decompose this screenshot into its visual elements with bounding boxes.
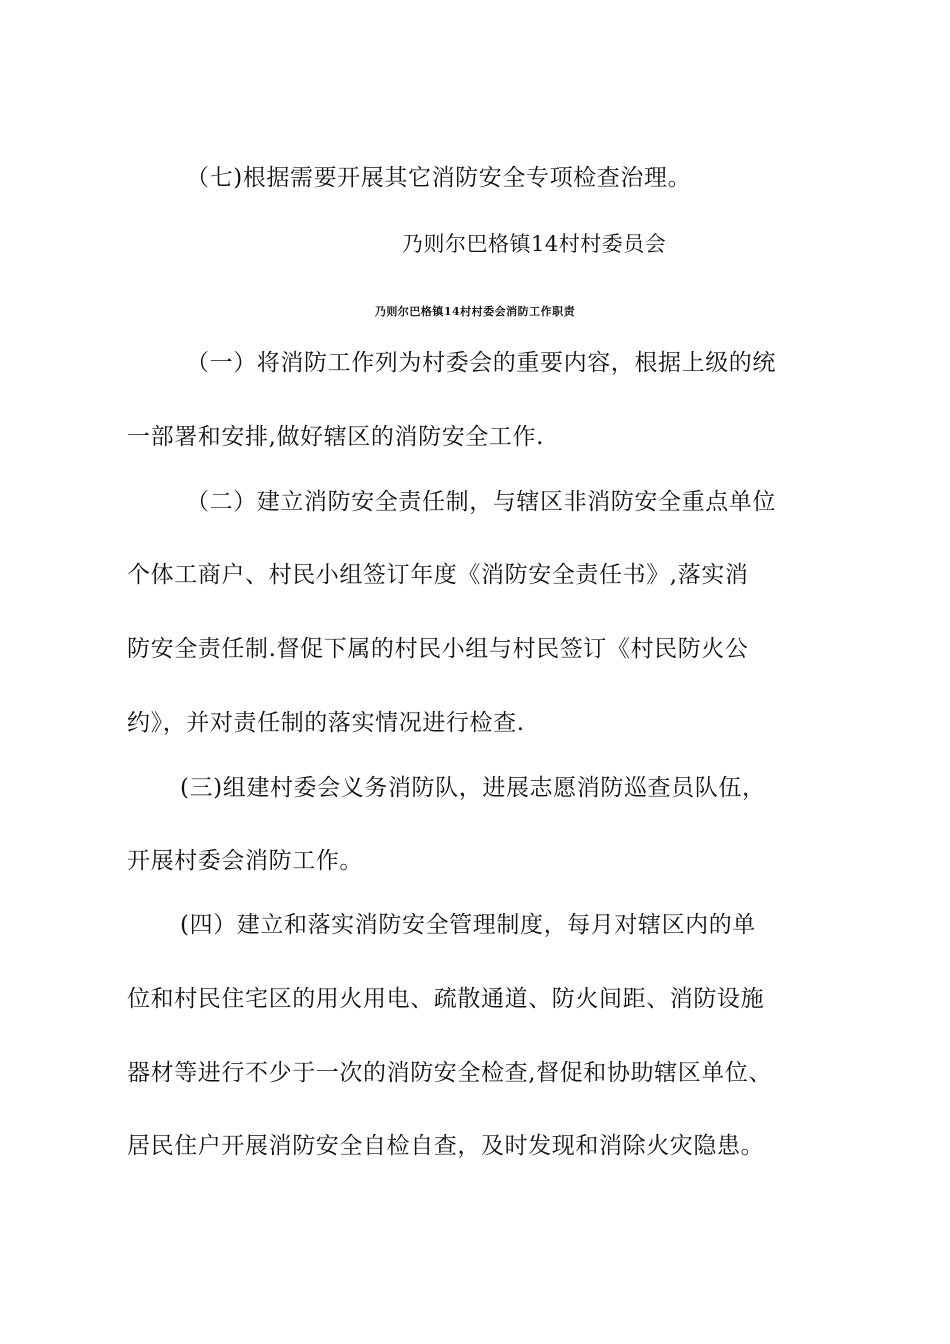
paragraph-line: 位和村民住宅区的用火用电、疏散通道、防火间距、消防设施 bbox=[127, 986, 765, 1012]
document-title: 乃则尔巴格镇14村村委会消防工作职责 bbox=[374, 305, 576, 318]
paragraph-line: 一部署和安排,做好辖区的消防安全工作. bbox=[127, 424, 545, 450]
paragraph-line: （二）建立消防安全责任制，与辖区非消防安全重点单位 bbox=[186, 489, 776, 515]
previous-item-seven: （七)根据需要开展其它消防安全专项检查治理。 bbox=[186, 165, 692, 191]
paragraph-line: 防安全责任制.督促下属的村民小组与村民签订《村民防火公 bbox=[127, 636, 749, 662]
paragraph-line: (三)组建村委会义务消防队，进展志愿消防巡查员队伍， bbox=[180, 775, 766, 801]
paragraph-line: 开展村委会消防工作。 bbox=[127, 848, 363, 874]
paragraph-line: (四）建立和落实消防安全管理制度，每月对辖区内的单 bbox=[180, 912, 756, 938]
paragraph-line: 器材等进行不少于一次的消防安全检查,督促和协助辖区单位、 bbox=[127, 1060, 773, 1086]
paragraph-line: 居民住户开展消防安全自检自查，及时发现和消除火灾隐患。 bbox=[127, 1133, 765, 1159]
signature-line: 乃则尔巴格镇14村村委员会 bbox=[402, 232, 667, 256]
paragraph-line: （一）将消防工作列为村委会的重要内容，根据上级的统 bbox=[186, 350, 776, 376]
paragraph-line: 约》，并对责任制的落实情况进行检查. bbox=[127, 710, 525, 736]
paragraph-line: 个体工商户、村民小组签订年度《消防安全责任书》,落实消 bbox=[127, 562, 749, 588]
